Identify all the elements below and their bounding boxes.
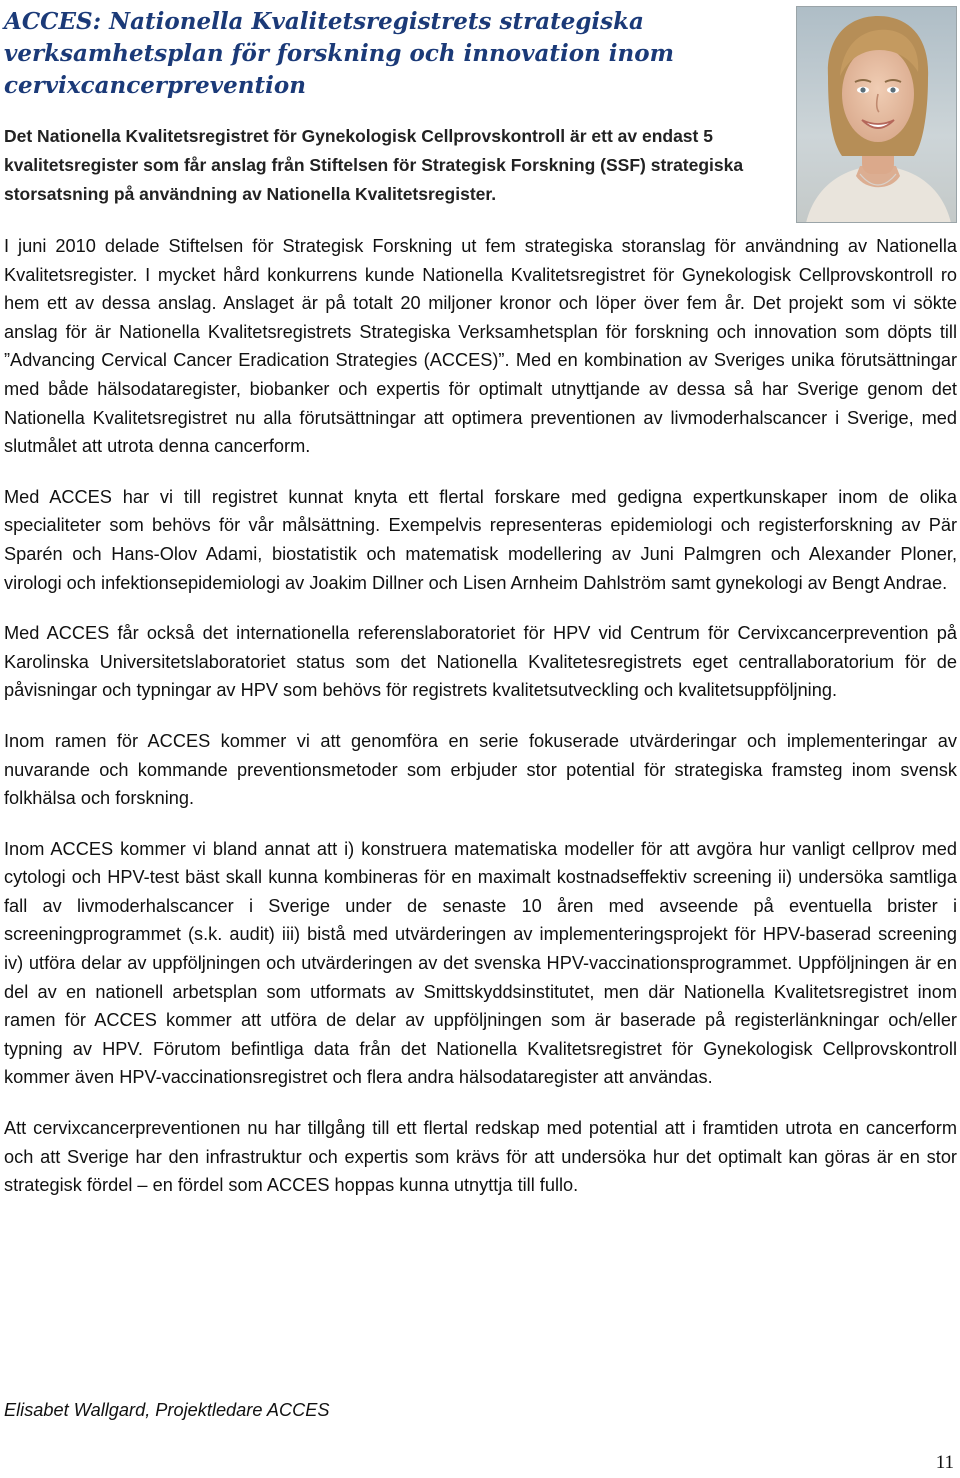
article-intro: Det Nationella Kvalitetsregistret för Gynekologisk Cellprovskontroll är ett av endast 5 kvalitetsregister som får anslag från Stiftelsen för Strategisk Forskning (SSF) strategiska storsatsning på användning av Nationella Kvalitetsregister. bbox=[4, 126, 744, 204]
page-number: 11 bbox=[935, 1452, 954, 1473]
paragraph-1: I juni 2010 delade Stiftelsen för Strategisk Forskning ut fem strategiska storanslag för användning av Nationella Kvalitetsregister. I mycket hård konkurrens kunde Nationella Kvalitetsregistret för Gynekologisk Cellprovskontroll ro hem ett av dessa anslag. Anslaget är på totalt 20 miljoner kronor och löper över fem år. Det projekt som vi sökte anslag för är Nationella Kvalitetsregistrets Strategiska Verksamhetsplan för forskning och innovation som döpts till ”Advancing Cervical Cancer Eradication Strategies (ACCES)”. Med en kombination av Sveriges unika förutsättningar med både hälsodataregister, biobanker och expertis för optimalt utnyttjande av dessa så har Sverige genom det Nationella Kvalitetsregistret nu alla förutsättningar att optimera preventionen av livmoderhalscancer i Sverige, med slutmålet att utrota denna cancerform. bbox=[4, 236, 957, 457]
paragraph-3: Med ACCES får också det internationella referenslaboratoriet för HPV vid Centrum för Cervixcancerprevention på Karolinska Universitetslaboratoriet status som det Nationella Kvalitetesregistrets eget centrallaboratorium för de påvisningar och typningar av HPV som behövs för registrets kvalitetsutveckling och kvalitetsuppföljning. bbox=[4, 623, 957, 701]
article-title: ACCES: Nationella Kvalitetsregistrets strategiska verksamhetsplan för forskning och innovation inom cervixcancerprevention bbox=[4, 8, 674, 99]
portrait-illustration bbox=[796, 6, 957, 223]
author-signature: Elisabet Wallgard, Projektledare ACCES bbox=[4, 1400, 330, 1420]
paragraph-4: Inom ramen för ACCES kommer vi att genomföra en serie fokuserade utvärderingar och implementeringar av nuvarande och kommande preventionsmetoder som erbjuder stor potential för strategiska framsteg inom svensk folkhälsa och forskning. bbox=[4, 730, 957, 809]
article-body bbox=[4, 232, 957, 1222]
author-portrait-photo bbox=[796, 6, 957, 223]
paragraph-5: Inom ACCES kommer vi bland annat att i) konstruera matematiska modeller för att avgöra hur vanligt cellprov med cytologi och HPV-test bäst skall kunna kombineras för en maximalt kostnadseffektiv screening ii) undersöka samtliga fall av livmoderhalscancer i Sverige under de senaste 10 åren med avseende på eventuella brister i screeningprogrammet (s.k. audit) iii) bistå med utvärderingen av implementeringsprojekt för HPV-baserad screening iv) utföra delar av uppföljningen och utvärderingen av det svenska HPV-vaccinationsprogrammet. Uppföljningen är en del av en nationell arbetsplan som utformats av Smittskyddsinstitutet, men där Nationella Kvalitetsregistret inom ramen för ACCES kommer att utföra de delar av uppföljningen som är baserade på registerlänkningar och/eller typning av HPV. Förutom befintliga data från det Nationella Kvalitetsregistret för Gynekologisk Cellprovskontroll kommer även HPV-vaccinationsregistret och flera andra hälsodataregister att användas. bbox=[4, 838, 957, 1088]
paragraph-6: Att cervixcancerpreventionen nu har tillgång till ett flertal redskap med potential att i framtiden utrota en cancerform och att Sverige har den infrastruktur och expertis som krävs för att undersöka hur det optimalt kan göras är en stor strategisk fördel – en fördel som ACCES hoppas kunna utnyttja till fullo. bbox=[4, 1118, 957, 1196]
paragraph-2: Med ACCES har vi till registret kunnat knyta ett flertal forskare med gedigna expertkunskaper inom de olika specialiteter som behövs för vår målsättning. Exempelvis representeras epidemiologi och registerforskning av Pär Sparén och Hans-Olov Adami, biostatistik och matematisk modellering av Juni Palmgren och Alexander Ploner, virologi och infektionsepidemiologi av Joakim Dillner och Lisen Arnheim Dahlström samt gynekologi av Bengt Andrae. bbox=[4, 486, 957, 593]
